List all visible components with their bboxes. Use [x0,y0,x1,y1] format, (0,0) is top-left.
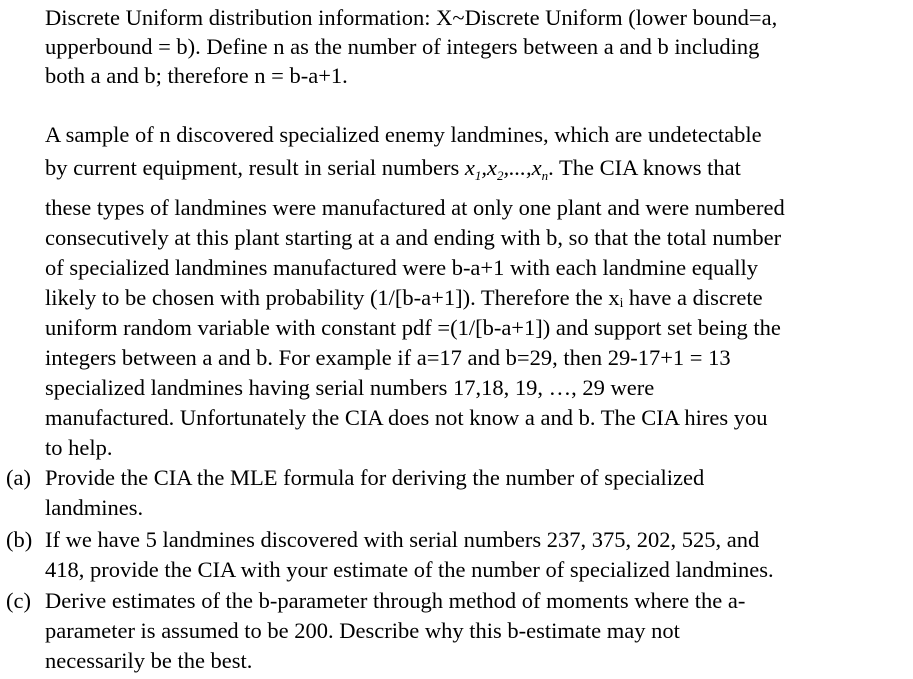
serial-numbers-formula: $x_1,x_2,...,x_n$ [464,155,549,183]
body-line: uniform random variable with constant pdf =(1/[b-a+1]) and support set being the [45,315,781,340]
body-line-math [45,153,741,191]
question-line: necessarily be the best. [45,648,253,673]
question-line: If we have 5 landmines discovered with serial numbers 237, 375, 202, 525, and [45,527,760,552]
question-line: 418, provide the CIA with your estimate of the number of specialized landmines. [45,557,774,582]
intro-line: upperbound = b). Define n as the number of integers between a and b including [45,34,760,59]
question-label: (b) [6,527,33,552]
body-line: likely to be chosen with probability (1/[b-a+1]). Therefore the xᵢ have a discrete [45,285,763,310]
question-label: (c) [6,588,31,613]
body-line: integers between a and b. For example if a=17 and b=29, then 29-17+1 = 13 [45,345,731,370]
question-label: (a) [6,465,31,490]
body-text: by current equipment, result in serial numbers [45,155,465,180]
body-line: manufactured. Unfortunately the CIA does not know a and b. The CIA hires you [45,405,768,430]
body-line: of specialized landmines manufactured were b-a+1 with each landmine equally [45,255,759,280]
body-text: . The CIA knows that [548,155,741,180]
question-line: parameter is assumed to be 200. Describe why this b-estimate may not [45,618,680,643]
question-line: Derive estimates of the b-parameter through method of moments where the a- [45,588,746,613]
body-line: to help. [45,435,113,460]
question-line: landmines. [45,495,144,520]
body-line: A sample of n discovered specialized enemy landmines, which are undetectable [45,122,762,147]
body-line: these types of landmines were manufactured at only one plant and were numbered [45,195,785,220]
intro-line: both a and b; therefore n = b-a+1. [45,63,348,88]
question-line: Provide the CIA the MLE formula for deriving the number of specialized [45,465,705,490]
body-line: consecutively at this plant starting at a and ending with b, so that the total number [45,225,782,250]
intro-line: Discrete Uniform distribution information: X~Discrete Uniform (lower bound=a, [45,5,778,30]
body-line: specialized landmines having serial numbers 17,18, 19, …, 29 were [45,375,655,400]
